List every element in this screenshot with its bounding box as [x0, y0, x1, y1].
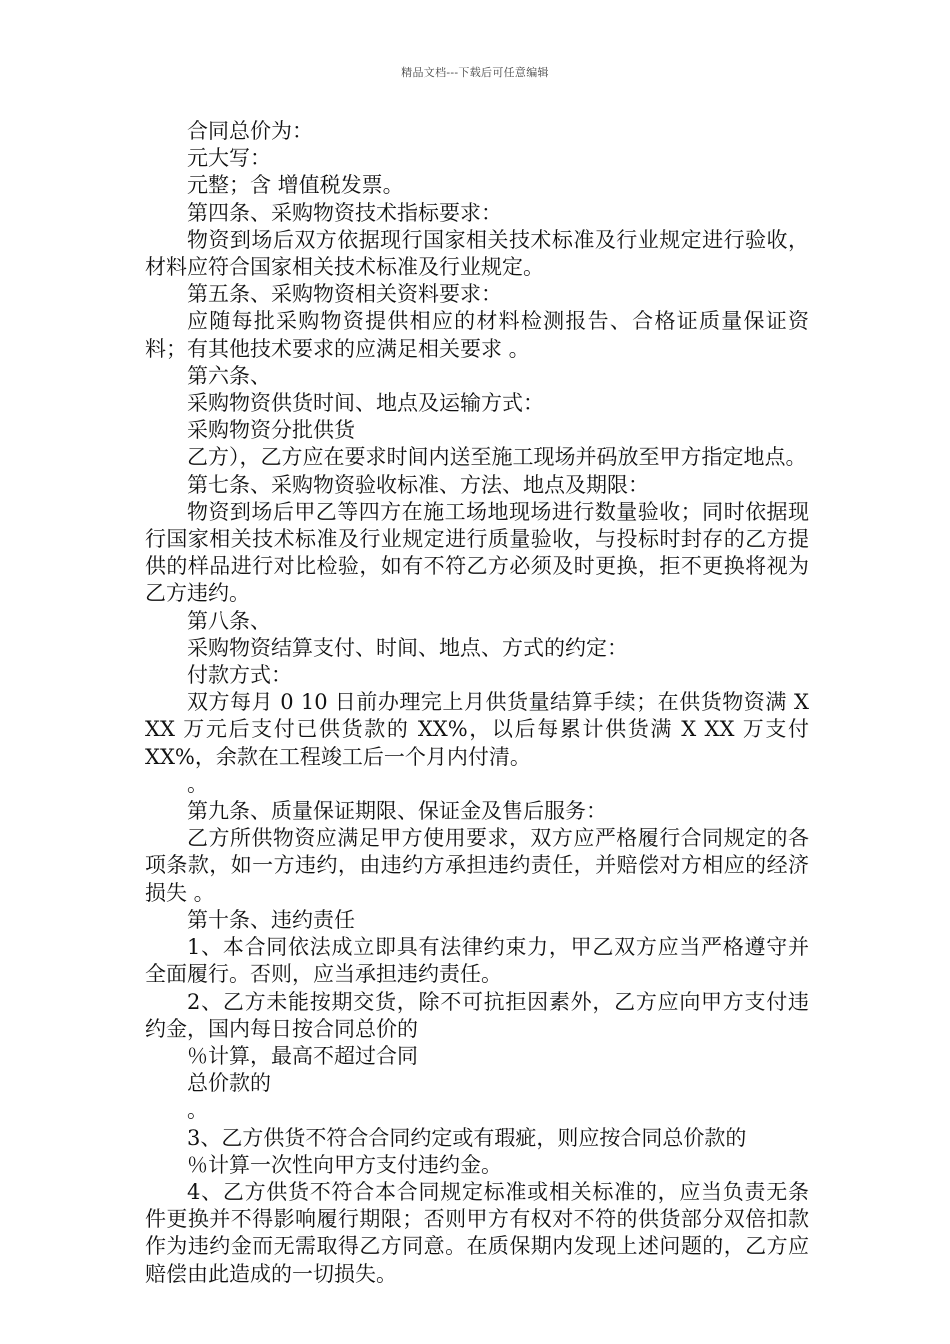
article-9-text: 乙方所供物资应满足甲方使用要求，双方应严格履行合同规定的各项条款，如一方违约，由违约方承担违约责任，并赔偿对方相应的经济损失 。: [145, 826, 809, 905]
paragraph-amount-vat: 元整；含 增值税发票。: [187, 173, 404, 198]
article-10-clause-2: 2、乙方未能按期交货，除不可抗拒因素外，乙方应向甲方支付违约金，国内每日按合同总价的: [145, 989, 809, 1041]
page-header: 精品文档---下载后可任意编辑: [401, 66, 549, 79]
article-10-heading: 第十条、违约责任: [187, 907, 355, 932]
article-10-clause-4: 4、乙方供货不符合本合同规定标准或相关标准的，应当负责无条件更换并不得影响履行期限；否则甲方有权对不符的供货部分双倍扣款作为违约金而无需取得乙方同意。在质保期内发现上述问题的，乙方应赔偿由此造成的一切损失。: [145, 1179, 809, 1286]
article-10-clause-3: 3、乙方供货不符合合同约定或有瑕疵，则应按合同总价款的: [187, 1125, 747, 1150]
article-8-heading: 第八条、: [187, 608, 271, 633]
article-9-heading: 第九条、质量保证期限、保证金及售后服务：: [187, 799, 607, 824]
article-6-heading: 第六条、: [187, 363, 271, 388]
document-body: [145, 118, 809, 1288]
article-6-batch-supply: 采购物资分批供货: [187, 418, 355, 443]
article-4-text: 物资到场后双方依据现行国家相关技术标准及行业规定进行验收，材料应符合国家相关技术标准及行业规定。: [145, 227, 809, 280]
article-8-subheading: 采购物资结算支付、时间、地点、方式的约定：: [187, 635, 628, 660]
article-7-heading: 第七条、采购物资验收标准、方法、地点及期限：: [187, 472, 649, 497]
article-5-heading: 第五条、采购物资相关资料要求：: [187, 282, 502, 307]
article-10-clause-2-period: 。: [187, 1098, 208, 1123]
paragraph-amount-in-words: 元大写：: [187, 146, 271, 171]
article-5-text: 应随每批采购物资提供相应的材料检测报告、合格证质量保证资料；有其他技术要求的应满足相关要求 。: [145, 309, 809, 361]
article-10-clause-3-percent: ％计算一次性向甲方支付违约金。: [187, 1152, 502, 1177]
article-7-text: 物资到场后甲乙等四方在施工场地现场进行数量验收；同时依据现行国家相关技术标准及行业规定进行质量验收，与投标时封存的乙方提供的样品进行对比检验，如有不符乙方必须及时更换，拒不更换将视为乙方违约。: [145, 499, 809, 606]
article-8-payment-text: 双方每月 0 10 日前办理完上月供货量结算手续；在供货物资满 X XX 万元后支付已供货款的 XX%，以后每累计供货满 X XX 万支付 XX%，余款在工程竣工后一个月内付清。: [145, 690, 809, 769]
article-6-subheading: 采购物资供货时间、地点及运输方式：: [187, 391, 544, 416]
article-8-payment-method: 付款方式：: [187, 663, 292, 688]
article-4-heading: 第四条、采购物资技术指标要求：: [187, 200, 502, 225]
article-10-clause-2-percent: ％计算，最高不超过合同: [187, 1043, 418, 1068]
article-8-period: 。: [187, 771, 208, 796]
article-6-delivery: 乙方），乙方应在要求时间内送至施工现场并码放至甲方指定地点。: [187, 445, 807, 470]
article-10-clause-1: 1、本合同依法成立即具有法律约束力，甲乙双方应当严格遵守并全面履行。否则，应当承担违约责任。: [145, 935, 809, 987]
paragraph-contract-total: 合同总价为：: [187, 119, 313, 143]
article-10-clause-2-total: 总价款的: [187, 1071, 271, 1096]
